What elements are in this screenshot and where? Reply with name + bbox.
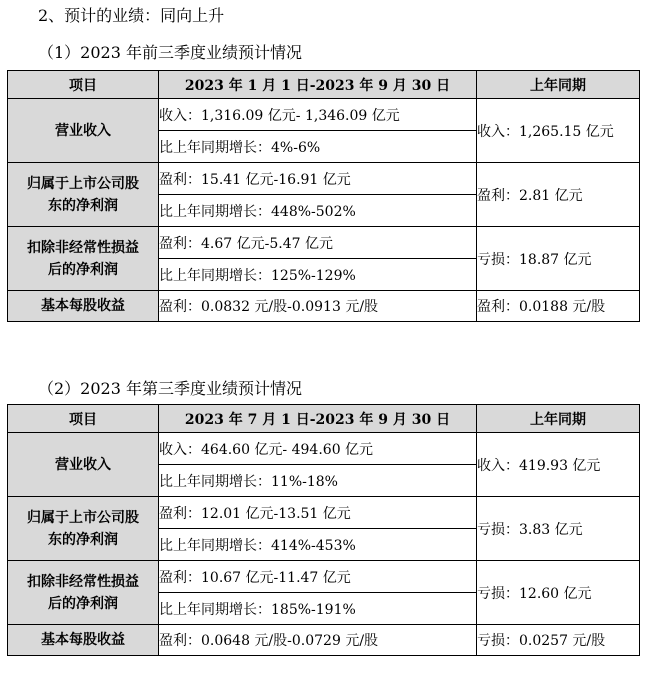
current-value: 盈利：12.01 亿元-13.51 亿元 [159, 497, 477, 529]
growth-value: 比上年同期增长：448%-502% [159, 195, 477, 227]
table-row [8, 291, 640, 322]
current-value: 盈利：4.67 亿元-5.47 亿元 [159, 227, 477, 259]
header-period: 2023 年 7 月 1 日-2023 年 9 月 30 日 [159, 405, 477, 433]
growth-value: 比上年同期增长：11%-18% [159, 465, 477, 497]
row-label-eps: 基本每股收益 [8, 625, 159, 656]
table-row [8, 99, 640, 131]
row-label-line2: 东的净利润 [48, 197, 118, 214]
prior-value: 盈利：0.0188 元/股 [477, 291, 640, 322]
table-row [8, 561, 640, 593]
header-item: 项目 [8, 71, 159, 99]
header-prior: 上年同期 [477, 405, 640, 433]
table-row [8, 433, 640, 465]
row-label-eps: 基本每股收益 [8, 291, 159, 322]
prior-value: 亏损：3.83 亿元 [477, 497, 640, 561]
growth-value: 比上年同期增长：4%-6% [159, 131, 477, 163]
row-label-revenue [8, 433, 159, 497]
table1-caption: （1）2023 年前三季度业绩预计情况 [38, 43, 302, 62]
prior-value: 盈利：2.81 亿元 [477, 163, 640, 227]
table-row [8, 227, 640, 259]
table-row [8, 497, 640, 529]
row-label-net-profit [8, 497, 159, 561]
header-item: 项目 [8, 405, 159, 433]
section-title: 2、预计的业绩：同向上升 [38, 6, 225, 25]
row-label-line1: 营业收入 [55, 456, 111, 473]
row-label-adjusted-profit [8, 227, 159, 291]
row-label-adjusted-profit [8, 561, 159, 625]
row-label-line2: 东的净利润 [48, 531, 118, 548]
row-label-line2: 后的净利润 [48, 595, 118, 612]
prior-value: 收入：419.93 亿元 [477, 433, 640, 497]
current-value: 收入：464.60 亿元- 494.60 亿元 [159, 433, 477, 465]
prior-value: 收入：1,265.15 亿元 [477, 99, 640, 163]
table-row [8, 625, 640, 656]
row-label-line1: 归属于上市公司股 [27, 175, 139, 192]
table-row [8, 163, 640, 195]
current-value: 收入：1,316.09 亿元- 1,346.09 亿元 [159, 99, 477, 131]
q3-forecast-table [7, 404, 640, 656]
row-label-line1: 归属于上市公司股 [27, 509, 139, 526]
ytd-forecast-table [7, 70, 640, 322]
growth-value: 比上年同期增长：185%-191% [159, 593, 477, 625]
current-value: 盈利：15.41 亿元-16.91 亿元 [159, 163, 477, 195]
growth-value: 比上年同期增长：125%-129% [159, 259, 477, 291]
table-header-row [8, 405, 640, 433]
row-label-revenue [8, 99, 159, 163]
row-label-line1: 扣除非经常性损益 [27, 239, 139, 256]
current-value: 盈利：0.0648 元/股-0.0729 元/股 [159, 625, 477, 656]
growth-value: 比上年同期增长：414%-453% [159, 529, 477, 561]
header-prior: 上年同期 [477, 71, 640, 99]
row-label-line1: 营业收入 [55, 122, 111, 139]
row-label-net-profit [8, 163, 159, 227]
current-value: 盈利：0.0832 元/股-0.0913 元/股 [159, 291, 477, 322]
prior-value: 亏损：18.87 亿元 [477, 227, 640, 291]
row-label-line2: 后的净利润 [48, 261, 118, 278]
prior-value: 亏损：0.0257 元/股 [477, 625, 640, 656]
table-header-row [8, 71, 640, 99]
header-period: 2023 年 1 月 1 日-2023 年 9 月 30 日 [159, 71, 477, 99]
row-label-line1: 扣除非经常性损益 [27, 573, 139, 590]
prior-value: 亏损：12.60 亿元 [477, 561, 640, 625]
table2-caption: （2）2023 年第三季度业绩预计情况 [38, 379, 302, 398]
current-value: 盈利：10.67 亿元-11.47 亿元 [159, 561, 477, 593]
